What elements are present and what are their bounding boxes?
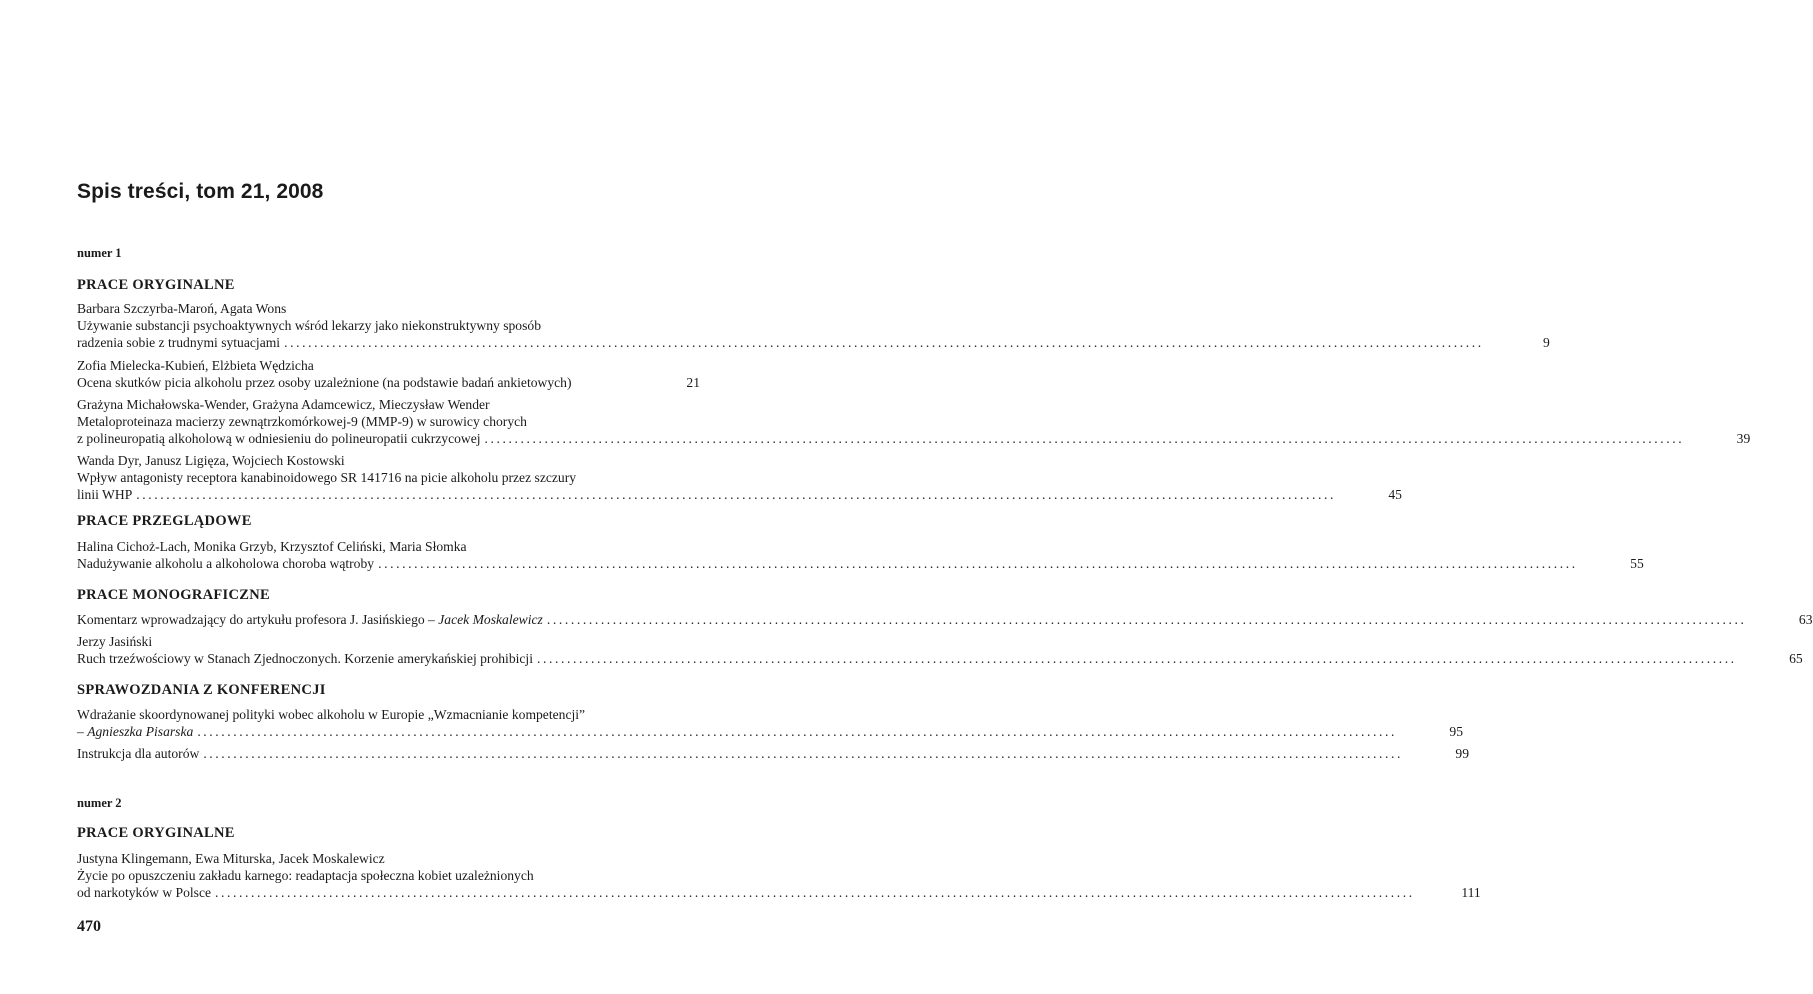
entry-page-number: 45 [1388, 487, 1402, 502]
entry-page-number: 99 [1455, 746, 1469, 761]
section-heading: PRACE ORYGINALNE [77, 277, 235, 293]
entry-title: od narkotyków w Polsce [77, 885, 212, 900]
issue-label: numer 2 [77, 796, 122, 810]
entry-authors: Jerzy Jasiński [77, 634, 153, 649]
entry-title: linii WHP [77, 487, 133, 502]
entry-page-number: 63 [1798, 612, 1813, 627]
dot-leader: ........................................................................................................................................................................................................ [484, 431, 1685, 446]
toc-entry[interactable] [77, 452, 1402, 503]
toc-entry[interactable] [77, 396, 1751, 447]
dot-leader: ........................................................................................................................................................................................................ [215, 885, 1415, 900]
toc-entry[interactable] [77, 538, 1644, 572]
entry-title: radzenia sobie z trudnymi sytuacjami [77, 335, 281, 350]
entry-authors: Justyna Klingemann, Ewa Miturska, Jacek Moskalewicz [77, 851, 385, 866]
entry-authors: Grażyna Michałowska-Wender, Grażyna Adamcewicz, Mieczysław Wender [77, 397, 490, 412]
entry-author-italic: Jacek Moskalewicz [438, 612, 543, 627]
entry-authors: Halina Cichoż-Lach, Monika Grzyb, Krzysztof Celiński, Maria Słomka [77, 539, 467, 554]
dot-leader: ........................................................................................................................................................................................................ [136, 487, 1336, 502]
toc-entry[interactable] [77, 611, 1813, 628]
section-heading: PRACE ORYGINALNE [77, 825, 235, 841]
toc-entry[interactable] [77, 633, 1803, 667]
dot-leader: ........................................................................................................................................................................................................ [203, 746, 1403, 761]
entry-title: Ruch trzeźwościowy w Stanach Zjednoczonych. Korzenie amerykańskiej prohibicji [77, 651, 533, 666]
entry-title: Instrukcja dla autorów [77, 746, 200, 761]
toc-entry[interactable] [77, 300, 1550, 351]
dot-leader: ........................................................................................................................................................................................................ [537, 651, 1737, 666]
entry-title: Ocena skutków picia alkoholu przez osoby uzależnione (na podstawie badań ankietowych) [77, 375, 572, 390]
entry-title: Metaloproteinaza macierzy zewnątrzkomórkowej-9 (MMP-9) w surowicy chorych [77, 414, 527, 429]
entry-authors: Barbara Szczyrba-Maroń, Agata Wons [77, 301, 287, 316]
entry-page-number: 65 [1789, 651, 1803, 666]
toc-entry[interactable] [77, 745, 1469, 762]
dot-leader: ........................................................................................................................................................................................................ [546, 612, 1747, 627]
issue-label: numer 1 [77, 246, 122, 260]
entry-title: Wdrażanie skoordynowanej polityki wobec alkoholu w Europie „Wzmacnianie kompetencji” [77, 707, 586, 722]
section-heading: PRACE MONOGRAFICZNE [77, 587, 270, 603]
section-heading: PRACE PRZEGLĄDOWE [77, 513, 252, 529]
dot-leader: ........................................................................................................................................................................................................ [378, 556, 1578, 571]
page-number: 470 [77, 918, 101, 935]
entry-page-number: 111 [1461, 885, 1481, 900]
dot-leader: ........................................................................................................................................................................................................ [284, 335, 1484, 350]
entry-page-number: 9 [1542, 335, 1550, 350]
entry-page-number: 95 [1449, 724, 1463, 739]
entry-title: Używanie substancji psychoaktywnych wśród lekarzy jako niekonstruktywny sposób [77, 318, 541, 333]
dot-leader: ........................................................................................................................................................................................................ [197, 724, 1397, 739]
entry-page-number: 55 [1630, 556, 1644, 571]
entry-title: Komentarz wprowadzający do artykułu profesora J. Jasińskiego – [77, 612, 439, 627]
entry-title: z polineuropatią alkoholową w odniesieniu do polineuropatii cukrzycowej [77, 431, 481, 446]
page-title: Spis treści, tom 21, 2008 [77, 180, 324, 203]
toc-entry[interactable] [77, 850, 1481, 901]
toc-entry[interactable] [77, 706, 1463, 740]
entry-authors: Wanda Dyr, Janusz Ligięza, Wojciech Kostowski [77, 453, 345, 468]
entry-title: – [77, 724, 88, 739]
entry-title: Nadużywanie alkoholu a alkoholowa choroba wątroby [77, 556, 375, 571]
entry-title: Wpływ antagonisty receptora kanabinoidowego SR 141716 na picie alkoholu przez szczury [77, 470, 577, 485]
toc-entry[interactable] [77, 357, 700, 391]
entry-author-italic: Agnieszka Pisarska [87, 724, 194, 739]
entry-title: Życie po opuszczeniu zakładu karnego: readaptacja społeczna kobiet uzależnionych [77, 868, 534, 883]
section-heading: SPRAWOZDANIA Z KONFERENCJI [77, 682, 326, 698]
entry-page-number: 39 [1736, 431, 1751, 446]
entry-page-number: 21 [686, 375, 700, 390]
entry-authors: Zofia Mielecka-Kubień, Elżbieta Wędzicha [77, 358, 314, 373]
